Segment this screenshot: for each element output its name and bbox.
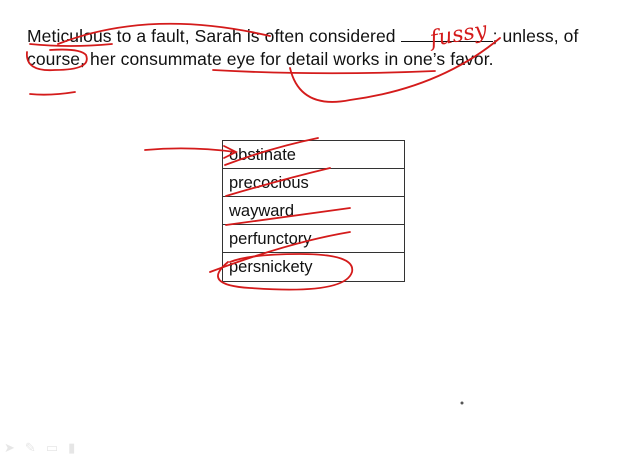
choice-persnickety[interactable]: persnickety (229, 258, 313, 276)
question-text-part1: Meticulous to a fault, Sarah is often considered (27, 26, 396, 46)
pen-icon[interactable]: ✎ (24, 440, 36, 455)
question-sentence (27, 25, 587, 71)
choice-precocious[interactable]: precocious (223, 169, 404, 197)
choice-wayward[interactable]: wayward (223, 197, 404, 225)
arrow-icon[interactable]: ➤ (4, 440, 15, 455)
annotation-toolbar (4, 440, 75, 456)
highlighter-icon[interactable]: ▮ (68, 440, 76, 455)
question-text-part2: ; unless, of course, her consummate eye for detail works in one’s favor. (27, 26, 579, 69)
answer-choices-table (222, 140, 405, 282)
eraser-icon[interactable]: ▭ (45, 440, 59, 455)
ink-underline-favor (30, 92, 75, 95)
handwritten-answer: fussy (428, 17, 489, 53)
choice-perfunctory[interactable]: perfunctory (223, 225, 404, 253)
answer-blank (401, 27, 493, 42)
pointer-dot (461, 402, 464, 405)
choice-obstinate[interactable]: obstinate (223, 141, 404, 169)
